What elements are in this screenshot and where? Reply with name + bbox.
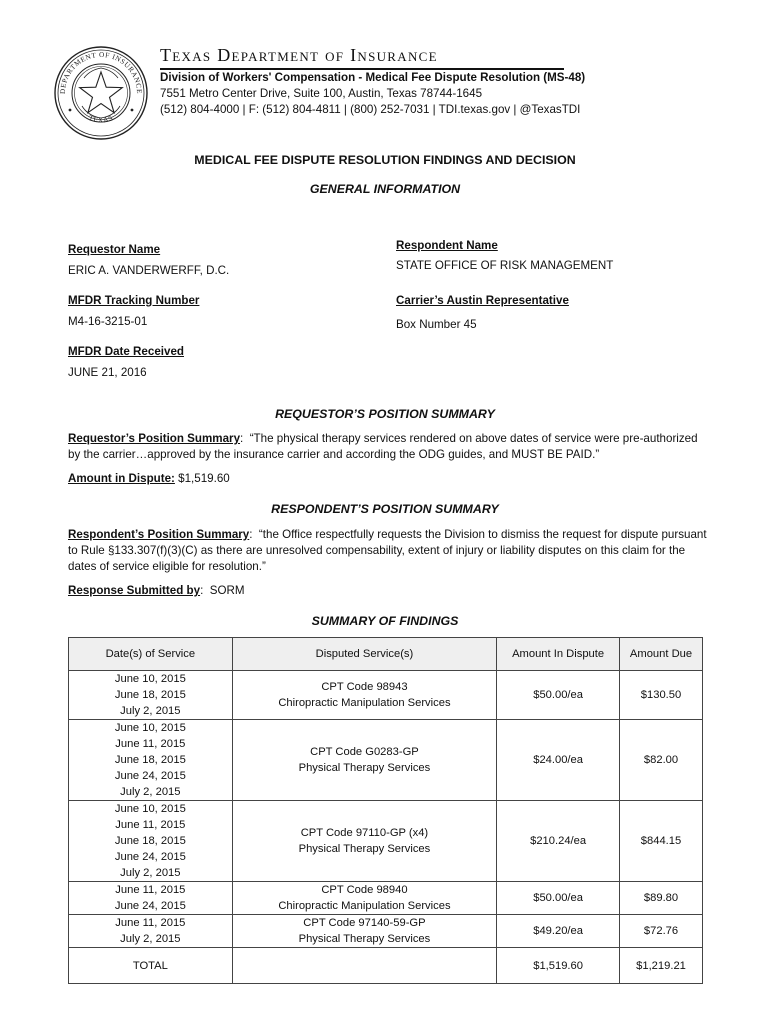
amount-in-dispute-label: Amount in Dispute: [68, 472, 175, 485]
service-description: Physical Therapy Services [298, 933, 431, 945]
respondent-summary-label: Respondent’s Position Summary [68, 528, 250, 541]
agency-address: 7551 Metro Center Drive, Suite 100, Austin, Texas 78744-1645 [160, 87, 483, 100]
requestor-name-value: ERIC A. VANDERWERFF, D.C. [68, 264, 230, 277]
service-cell [232, 915, 497, 948]
service-description: Chiropractic Manipulation Services [278, 697, 451, 709]
general-information-heading: GENERAL INFORMATION [309, 182, 461, 196]
service-cell [232, 801, 497, 882]
respondent-position-heading: RESPONDENT’S POSITION SUMMARY [271, 502, 499, 516]
mfdr-tracking-label: MFDR Tracking Number [68, 294, 200, 307]
table-row [69, 915, 703, 948]
cpt-code: CPT Code 98940 [321, 884, 408, 896]
carrier-representative-value: Box Number 45 [396, 318, 477, 331]
total-amount-in-dispute: $1,519.60 [497, 948, 620, 984]
service-date: June 24, 2015 [114, 900, 186, 912]
summary-of-findings-heading: SUMMARY OF FINDINGS [311, 614, 459, 628]
findings-table [68, 637, 703, 984]
column-header-amount-due: Amount Due [620, 638, 703, 671]
service-date: June 11, 2015 [115, 917, 186, 929]
response-submitted-value: SORM [209, 584, 245, 597]
service-date: July 2, 2015 [120, 933, 181, 945]
service-cell [232, 882, 497, 915]
mfdr-tracking-value: M4-16-3215-01 [68, 315, 148, 328]
service-date: July 2, 2015 [120, 867, 181, 879]
requestor-summary-label: Requestor’s Position Summary [68, 432, 241, 445]
service-date: June 11, 2015 [115, 884, 186, 896]
amount-due-cell: $89.80 [620, 882, 703, 915]
column-header-dates: Date(s) of Service [69, 638, 233, 671]
amount-in-dispute [68, 471, 708, 487]
amount-in-dispute-cell: $50.00/ea [497, 882, 620, 915]
table-row [69, 882, 703, 915]
respondent-name-label: Respondent Name [396, 239, 498, 252]
division-name: Division of Workers' Compensation - Medical Fee Dispute Resolution (MS-48) [160, 71, 586, 84]
service-date: June 10, 2015 [114, 722, 186, 734]
table-row [69, 720, 703, 801]
document-title: MEDICAL FEE DISPUTE RESOLUTION FINDINGS AND DECISION [194, 153, 576, 167]
service-date: July 2, 2015 [120, 786, 181, 798]
response-submitted-label: Response Submitted by [68, 584, 201, 597]
amount-due-cell: $72.76 [620, 915, 703, 948]
service-date: June 10, 2015 [114, 673, 186, 685]
requestor-summary-text: “The physical therapy services rendered on above dates of service were pre-authorized by the carrier…approved by the insurance carrier and according the ODG guides, and MUST BE PAID.” [68, 432, 698, 461]
header-divider [160, 68, 564, 70]
dates-cell [69, 882, 233, 915]
service-date: June 11, 2015 [115, 819, 186, 831]
agency-name: Texas Department of Insurance [160, 45, 438, 65]
amount-in-dispute-cell: $210.24/ea [497, 801, 620, 882]
mfdr-date-received-value: JUNE 21, 2016 [68, 366, 147, 379]
total-empty-cell [232, 948, 497, 984]
total-row [69, 948, 703, 984]
tdi-seal-logo [52, 44, 150, 142]
svg-text:DEPARTMENT OF INSURANCE: DEPARTMENT OF INSURANCE [58, 50, 144, 95]
cpt-code: CPT Code 97140-59-GP [303, 917, 426, 929]
dates-cell [69, 720, 233, 801]
service-cell [232, 720, 497, 801]
total-amount-due: $1,219.21 [620, 948, 703, 984]
amount-in-dispute-cell: $50.00/ea [497, 671, 620, 720]
service-cell [232, 671, 497, 720]
service-date: June 24, 2015 [114, 770, 186, 782]
service-date: June 24, 2015 [114, 851, 186, 863]
cpt-code: CPT Code 98943 [321, 681, 408, 693]
column-header-amount-in-dispute: Amount In Dispute [497, 638, 620, 671]
respondent-name-value: STATE OFFICE OF RISK MANAGEMENT [396, 259, 614, 272]
carrier-representative-label: Carrier’s Austin Representative [396, 294, 569, 307]
dates-cell [69, 915, 233, 948]
amount-due-cell: $130.50 [620, 671, 703, 720]
amount-in-dispute-cell: $24.00/ea [497, 720, 620, 801]
mfdr-date-received-label: MFDR Date Received [68, 345, 184, 358]
table-row [69, 671, 703, 720]
requestor-name-label: Requestor Name [68, 243, 161, 256]
requestor-position-summary: Requestor’s Position Summary: “The physical therapy services rendered on above dates of service were pre-authorized by the carrier…approved by the insurance carrier and according the ODG guides, and MUST BE PAID.” [68, 432, 698, 461]
service-date: June 18, 2015 [114, 689, 186, 701]
column-header-services: Disputed Service(s) [232, 638, 497, 671]
amount-in-dispute-cell: $49.20/ea [497, 915, 620, 948]
dates-cell [69, 671, 233, 720]
agency-contact: (512) 804-4000 | F: (512) 804-4811 | (800) 252-7031 | TDI.texas.gov | @TexasTDI [160, 103, 581, 116]
amount-due-cell: $844.15 [620, 801, 703, 882]
table-row [69, 801, 703, 882]
respondent-position-summary: Respondent’s Position Summary: “the Office respectfully requests the Division to dismiss the request for dispute pursuant to Rule §133.307(f)(3)(C) as there are unresolved compensability, extent of injury or liability disputes on this claim for the dates of service eligible for resolution.” [68, 528, 707, 573]
svg-text:TEXAS: TEXAS [87, 113, 115, 125]
service-date: June 18, 2015 [114, 754, 186, 766]
service-date: June 18, 2015 [114, 835, 186, 847]
cpt-code: CPT Code G0283-GP [310, 746, 419, 758]
service-date: June 11, 2015 [115, 738, 186, 750]
amount-due-cell: $82.00 [620, 720, 703, 801]
respondent-summary-text: “the Office respectfully requests the Division to dismiss the request for dispute pursuant to Rule §133.307(f)(3)(C) as there are unresolved compensability, extent of injury or liability disputes on this claim for the dates of service eligible for resolution.” [68, 528, 707, 573]
dates-cell [69, 801, 233, 882]
amount-in-dispute-value: $1,519.60 [178, 472, 230, 485]
service-description: Physical Therapy Services [298, 762, 431, 774]
service-description: Chiropractic Manipulation Services [278, 900, 451, 912]
table-header-row [69, 638, 703, 671]
requestor-position-heading: REQUESTOR’S POSITION SUMMARY [275, 407, 495, 421]
cpt-code: CPT Code 97110-GP (x4) [300, 827, 429, 839]
response-submitted-by: Response Submitted by: SORM [68, 584, 245, 597]
service-date: July 2, 2015 [120, 705, 181, 717]
total-label: TOTAL [69, 948, 233, 984]
service-description: Physical Therapy Services [298, 843, 431, 855]
service-date: June 10, 2015 [114, 803, 186, 815]
